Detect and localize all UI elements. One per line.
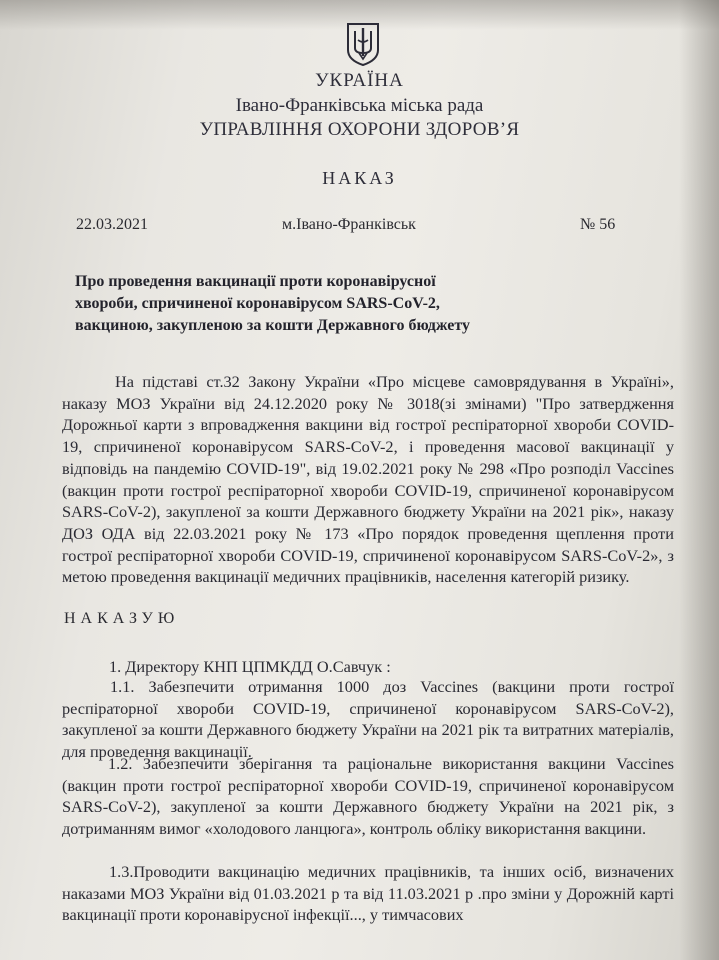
preamble-paragraph: На підставі ст.32 Закону України «Про місцеве самоврядування в Україні», наказу МОЗ України від 24.12.2020 року № 3018(зі змінами) "Про затвердження Дорожньої карти з впровадження вакцини від гострої респіраторної хвороби COVID-19, спричиненої коронавірусом SARS-CoV-2, і проведення масової вакцинації у відповідь на пандемію COVID-19", від 19.02.2021 року № 298 «Про розподіл Vaccines (вакцин проти гострої респіраторної хвороби COVID-19, спричиненої коронавірусом SARS-CoV-2), закупленої за кошти Державного бюджету України на 2021 рік», наказу ДОЗ ОДА від 22.03.2021 року № 173 «Про порядок проведення щеплення проти гострої респіраторної хвороби COVID-19, спричиненої коронавірусом SARS-CoV-2», з метою проведення вакцинації медичних працівників, населення категорій ризику.: [62, 372, 674, 587]
council-heading: Івано-Франківська міська рада: [235, 95, 484, 116]
trident-coat-of-arms-icon: [346, 22, 380, 66]
item-1: 1. Директору КНП ЦПМКДД О.Савчук :: [109, 657, 391, 676]
order-date: 22.03.2021: [76, 216, 148, 233]
country-heading: УКРАЇНА: [315, 70, 404, 91]
doc-type-heading: НАКАЗ: [322, 168, 397, 188]
order-number: № 56: [580, 216, 616, 233]
order-subject: Про проведення вакцинації проти коронавірусної хвороби, спричиненої коронавірусом SARS-CoV-2, вакциною, закупленою за кошти Державного бюджету: [75, 273, 471, 334]
department-heading: УПРАВЛІННЯ ОХОРОНИ ЗДОРОВ’Я: [199, 119, 520, 140]
item-1-2: 1.2. Забезпечити зберігання та раціональне використання вакцини Vaccines (вакцин проти гострої респіраторної хвороби COVID-19, спричиненої коронавірусом SARS-CoV-2), закупленої за кошти Державного бюджету України на 2021 рік, з дотриманням вимог «холодового ланцюга», контроль обліку використання вакцини.: [62, 754, 674, 839]
item-1-1: 1.1. Забезпечити отримання 1000 доз Vaccines (вакцини проти гострої респіраторної хвороби COVID-19, спричиненої коронавірусом SARS-CoV-2), закупленої за кошти Державного бюджету України на 2021 рік та витратних матеріалів, для проведення вакцинації.: [62, 677, 674, 762]
order-city: м.Івано-Франківськ: [282, 216, 416, 233]
order-word: НАКАЗУЮ: [64, 610, 180, 627]
item-1-3: 1.3.Проводити вакцинацію медичних працівників, та інших осіб, визначених наказами МОЗ України від 01.03.2021 р та від 11.03.2021 р .про зміни у Дорожній карті вакцинації проти коронавірусної інфекції..., у тимчасових: [62, 862, 674, 925]
page-shadow-right: [679, 0, 719, 960]
